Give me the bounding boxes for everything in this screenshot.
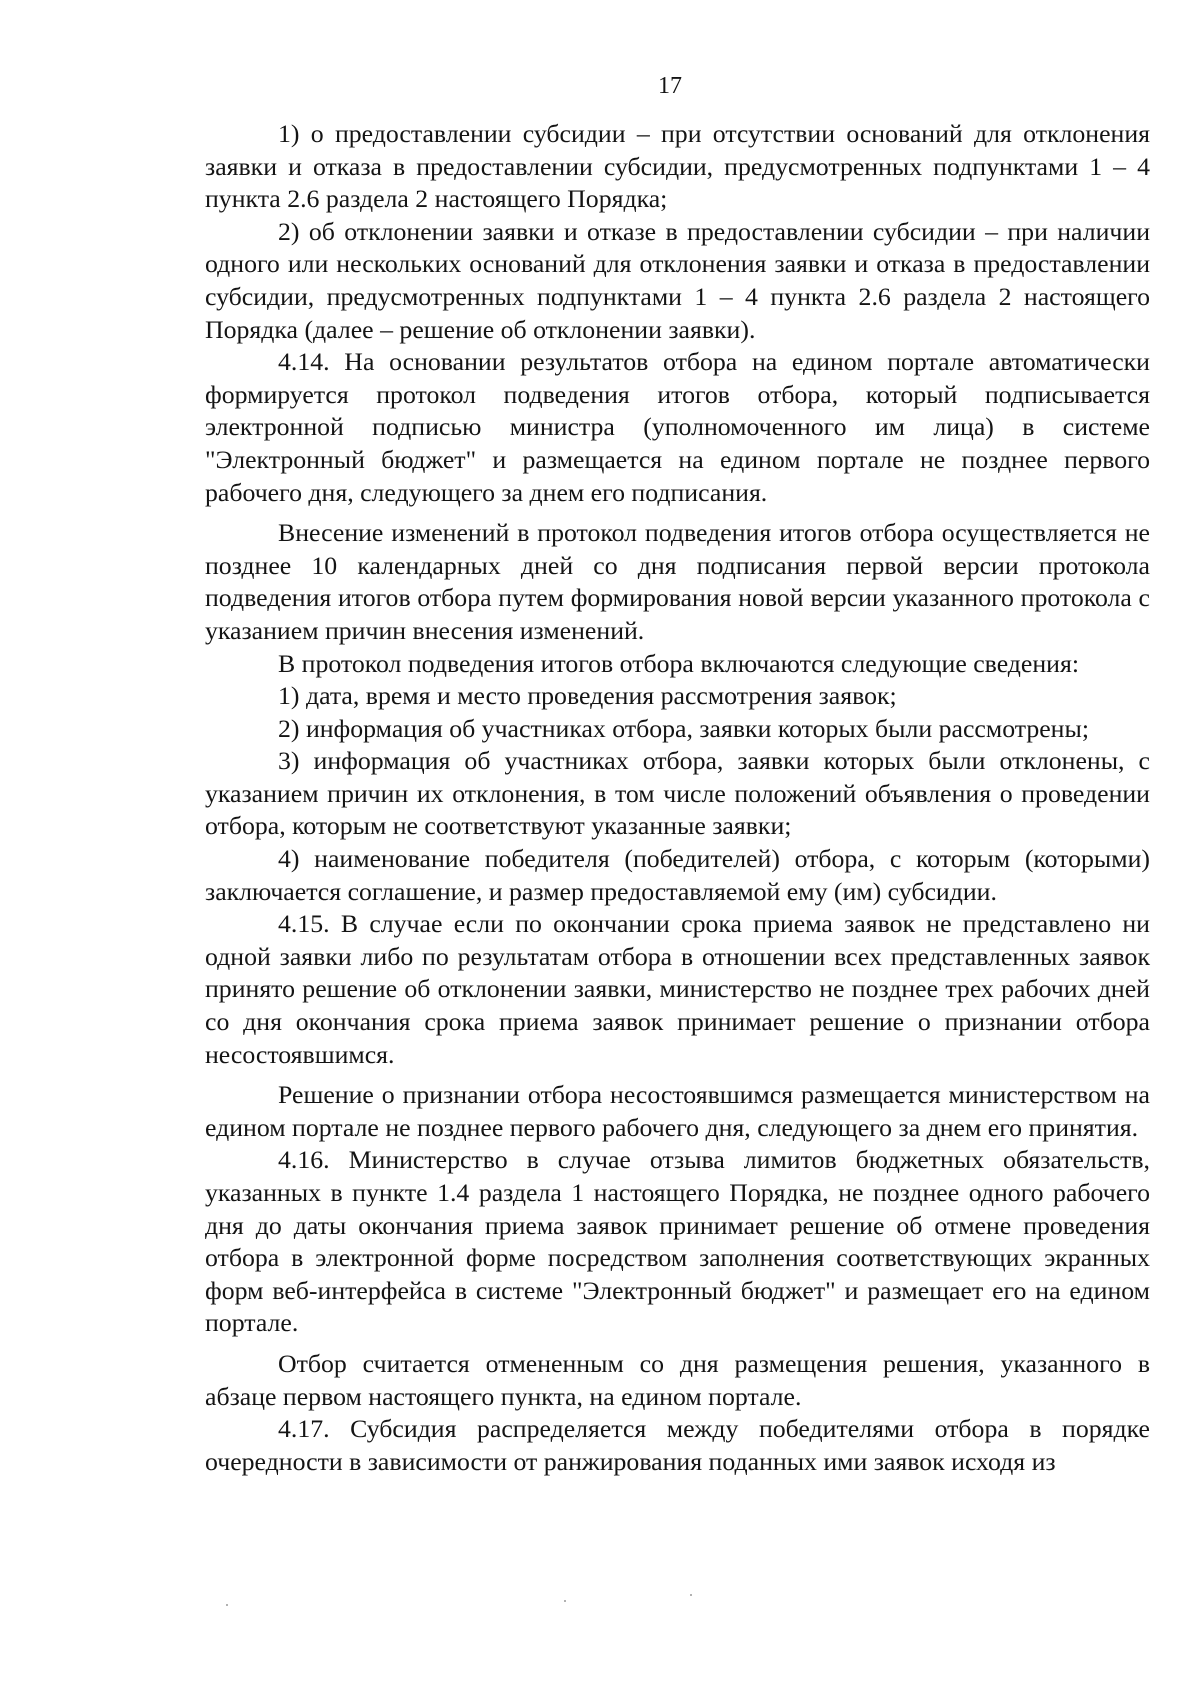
list-item-rejected-participants: 3) информация об участниках отбора, заявки которых были отклонены, с указанием причин их отклонения, в том числе положений объявления о проведении отбора, которым не соответствуют указанные заявки; — [205, 746, 1150, 841]
page-number: 17 — [658, 73, 682, 99]
scan-speck — [226, 1604, 228, 1606]
paragraph-decision-grant: 1) о предоставлении субсидии – при отсутствии оснований для отклонения заявки и отказа в предоставлении субсидии, предусмотренных подпунктами 1 – 4 пункта 2.6 раздела 2 настоящего Порядка; — [205, 119, 1150, 214]
paragraph-selection-cancelled: Отбор считается отмененным со дня размещения решения, указанного в абзаце первом настоящего пункта, на едином портале. — [205, 1348, 1150, 1411]
paragraph-4-14: 4.14. На основании результатов отбора на едином портале автоматически формируется протокол подведения итогов отбора, который подписывается электронной подписью министра (уполномоченного им лица) в системе "Электронный бюджет" и размещается на едином портале не позднее первого рабочего дня, следующего за днем его подписания. — [205, 347, 1150, 507]
list-item-reviewed-participants: 2) информация об участниках отбора, заявки которых были рассмотрены; — [278, 713, 1089, 743]
paragraph-4-16: 4.16. Министерство в случае отзыва лимитов бюджетных обязательств, указанных в пункте 1.4 раздела 1 настоящего Порядка, не позднее одного рабочего дня до даты окончания приема заявок принимает решение об отмене проведения отбора в электронной форме посредством заполнения соответствующих экранных форм веб-интерфейса в системе "Электронный бюджет" и размещает его на едином портале. — [205, 1145, 1150, 1338]
list-item-date-time-place: 1) дата, время и место проведения рассмотрения заявок; — [278, 681, 897, 711]
paragraph-decision-reject: 2) об отклонении заявки и отказе в предоставлении субсидии – при наличии одного или нескольких оснований для отклонения заявки и отказа в предоставлении субсидии, предусмотренных подпунктами 1 – 4 пункта 2.6 раздела 2 настоящего Порядка (далее – решение об отклонении заявки). — [205, 216, 1150, 344]
paragraph-4-17: 4.17. Субсидия распределяется между победителями отбора в порядке очередности в зависимости от ранжирования поданных ими заявок исходя из — [205, 1414, 1150, 1476]
paragraph-protocol-changes: Внесение изменений в протокол подведения итогов отбора осуществляется не позднее 10 календарных дней со дня подписания первой версии протокола подведения итогов отбора путем формирования новой версии указанного протокола с указанием причин внесения изменений. — [205, 518, 1150, 645]
paragraph-4-15: 4.15. В случае если по окончании срока приема заявок не представлено ни одной заявки либо по результатам отбора в отношении всех представленных заявок принято решение об отклонении заявки, министерство не позднее трех рабочих дней со дня окончания срока приема заявок принимает решение о признании отбора несостоявшимся. — [205, 909, 1150, 1069]
scan-speck — [564, 1600, 566, 1602]
list-item-winners: 4) наименование победителя (победителей) отбора, с которым (которыми) заключается соглашение, и размер предоставляемой ему (им) субсидии. — [205, 844, 1150, 906]
paragraph-protocol-contents: В протокол подведения итогов отбора включаются следующие сведения: — [278, 648, 1080, 678]
scan-speck — [690, 1594, 692, 1596]
paragraph-failed-selection-posting: Решение о признании отбора несостоявшимся размещается министерством на едином портале не позднее первого рабочего дня, следующего за днем его принятия. — [205, 1080, 1150, 1142]
document-body — [205, 118, 1150, 1478]
